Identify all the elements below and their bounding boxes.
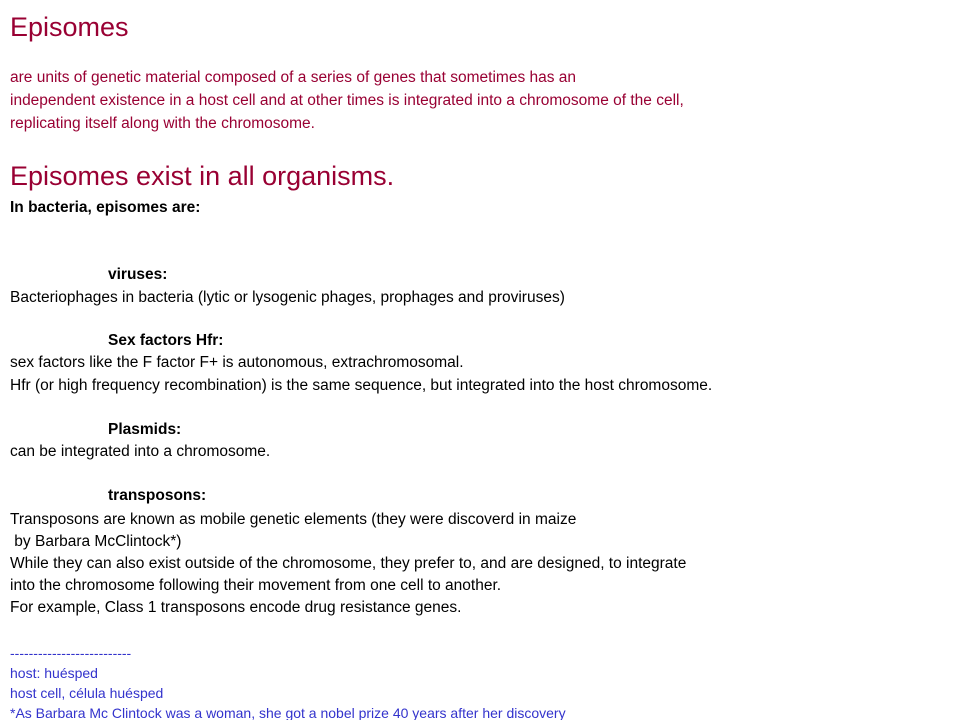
transposons-line-4: into the chromosome following their movement from one cell to another.	[10, 577, 502, 594]
intro-line-1: are units of genetic material composed of a series of genes that sometimes has an	[10, 69, 577, 86]
transposons-line-3: While they can also exist outside of the chromosome, they prefer to, and are designed, to integrate	[10, 555, 687, 572]
page-title: Episomes	[10, 12, 129, 42]
intro-line-3: replicating itself along with the chromosome.	[10, 115, 315, 132]
viruses-line-1: Bacteriophages in bacteria (lytic or lysogenic phages, prophages and proviruses)	[10, 289, 565, 306]
subtitle: Episomes exist in all organisms.	[10, 161, 395, 191]
transposons-line-2: by Barbara McClintock*)	[10, 533, 182, 550]
note-line-2: host cell, célula huésped	[10, 685, 164, 701]
section-heading-viruses: viruses:	[108, 266, 168, 283]
notes-divider: --------------------------	[10, 645, 132, 661]
note-line-3: *As Barbara Mc Clintock was a woman, she got a nobel prize 40 years after her discovery	[10, 705, 566, 720]
section-heading-plasmids: Plasmids:	[108, 421, 182, 438]
sex-factors-line-2: Hfr (or high frequency recombination) is the same sequence, but integrated into the host chromosome.	[10, 377, 713, 394]
intro-line-2: independent existence in a host cell and at other times is integrated into a chromosome of the cell,	[10, 92, 684, 109]
transposons-line-1: Transposons are known as mobile genetic elements (they were discoverd in maize	[10, 511, 577, 528]
sex-factors-line-1: sex factors like the F factor F+ is autonomous, extrachromosomal.	[10, 354, 464, 371]
plasmids-line-1: can be integrated into a chromosome.	[10, 443, 271, 460]
transposons-line-5: For example, Class 1 transposons encode drug resistance genes.	[10, 599, 462, 616]
lead-text: In bacteria, episomes are:	[10, 199, 201, 216]
section-heading-sex-factors: Sex factors Hfr:	[108, 332, 224, 349]
note-line-1: host: huésped	[10, 665, 98, 681]
section-heading-transposons: transposons:	[108, 487, 207, 504]
